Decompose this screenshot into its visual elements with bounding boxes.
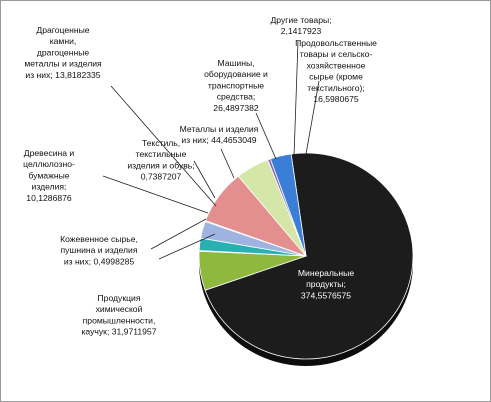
- slice-label-3: Кожевенное сырье, пушнина и изделия из них; 0,4998285: [60, 234, 138, 267]
- leader-line-8: [256, 113, 276, 159]
- leader-line-3: [151, 219, 206, 249]
- slice-label-7: Металлы и изделия из них; 44,4653049: [179, 124, 259, 146]
- pie-slices: [199, 153, 413, 359]
- leader-line-9: [294, 41, 298, 157]
- slice-label-10: Продовольственные товары и сельско-хозяйственное сырье (кроме текстильного); 16,5980675: [295, 38, 377, 104]
- slice-label-8: Машины, оборудование и транспортные средства; 26,4897382: [204, 58, 268, 113]
- leader-line-7: [221, 149, 234, 178]
- pie-chart: [1, 1, 490, 401]
- slice-label-4: Древесина и целлюлозно-бумажные изделия; 10,1286876: [23, 148, 75, 203]
- slice-label-6: Текстиль, текстильные изделия и обувь; 0,7387207: [127, 138, 195, 182]
- slice-label-5: Драгоценные камни, драгоценные металлы и изделия из них; 13,8182335: [24, 25, 102, 80]
- slice-label-9: Другие товары; 2,1417923: [270, 15, 332, 37]
- slice-label-1: Минеральные продукты; 374,5576575: [297, 268, 355, 301]
- slice-label-2: Продукция химической промышленности, каучук; 31,9711957: [81, 293, 157, 337]
